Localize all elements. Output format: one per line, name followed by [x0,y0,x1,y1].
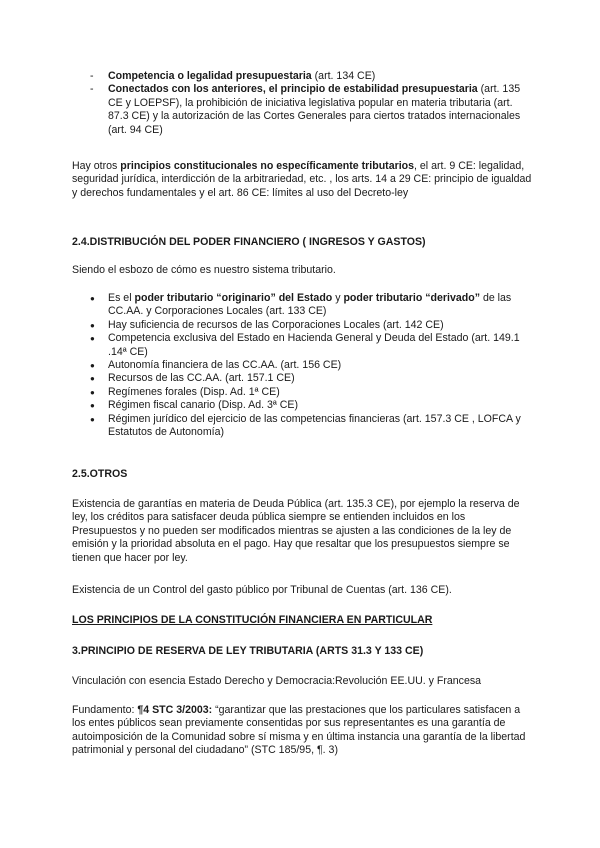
paragraph-fundamento: Fundamento: ¶4 STC 3/2003: “garantizar que las prestaciones que los particulares satisfacen a los entes públicos sean previamente consentidas por sus representantes es una garantía de autoimposición de la Comunidad sobre sí misma y en última instancia una garantía de la libertad patrimonial y personal del ciudadano” (STC 185/95, ¶. 3) [72,704,526,757]
list-item: ● Recursos de las CC.AA. (art. 157.1 CE) [90,372,295,385]
list-item: ● Es el poder tributario “originario” del Estado y poder tributario “derivado” de las CC.AA. y Corporaciones Locales (art. 133 CE) [90,292,512,318]
list-item: ● Régimen jurídico del ejercicio de las competencias financieras (art. 157.3 CE , LOFCA y Estatutos de Autonomía) [90,412,521,439]
paragraph-otros-principios: Hay otros principios constitucionales no específicamente tributarios, el art. 9 CE: legalidad, seguridad jurídica, interdicción de la arbitrariedad, etc. , los arts. 14 a 29 CE: principio de igualdad y derechos fundamentales y el art. 86 CE: límites al uso del Decreto-ley [72,160,532,199]
dash-marker: - [90,70,94,82]
list-item: ● Competencia exclusiva del Estado en Hacienda General y Deuda del Estado (art. 149.1 .14ª CE) [90,332,520,358]
bullet-icon: ● [90,374,95,384]
paragraph-deuda-publica: Existencia de garantías en materia de Deuda Pública (art. 135.3 CE), por ejemplo la reserva de ley, los créditos para satisfacer deuda pública siempre se entienden incluidos en los Presupuestos y no pueden ser modificados mientras se ajusten a las condiciones de la ley de emisión y la prioridad absoluta en el pago. Hay que resaltar que los presupuestos siempre se tienen que hacer por ley. [72,498,520,564]
dash-marker: - [90,83,94,96]
bullet-icon: ● [90,361,95,371]
list-item: ● Régimen fiscal canario (Disp. Ad. 3ª CE) [90,399,298,412]
paragraph-control-gasto: Existencia de un Control del gasto público por Tribunal de Cuentas (art. 136 CE). [72,584,452,596]
bullet-icon: ● [90,401,95,411]
paragraph-esbozo: Siendo el esbozo de cómo es nuestro sistema tributario. [72,264,336,276]
heading-2-4: 2.4.DISTRIBUCIÓN DEL PODER FINANCIERO ( INGRESOS Y GASTOS) [72,236,426,248]
principles-dash-list [90,70,530,137]
heading-2-5: 2.5.OTROS [72,468,128,480]
list-item: ● Autonomía financiera de las CC.AA. (art. 156 CE) [90,359,342,372]
paragraph-vinculacion: Vinculación con esencia Estado Derecho y Democracia:Revolución EE.UU. y Francesa [72,675,482,687]
bullet-icon: ● [90,387,95,397]
heading-principios-constitucion: LOS PRINCIPIOS DE LA CONSTITUCIÓN FINANCIERA EN PARTICULAR [72,614,433,626]
list-item: ● Hay suficiencia de recursos de las Corporaciones Locales (art. 142 CE) [90,318,444,331]
distribution-bullet-list [90,292,530,439]
bullet-icon: ● [90,320,95,330]
list-item: ● Regímenes forales (Disp. Ad. 1ª CE) [90,385,280,398]
item-bold: Competencia o legalidad presupuestaria [108,70,312,82]
bullet-icon: ● [90,334,95,344]
item-text: (art. 134 CE) [311,70,376,82]
item-bold: Conectados con los anteriores, el principio de estabilidad presupuestaria [108,83,478,96]
list-item [90,83,530,137]
bullet-icon: ● [90,414,95,424]
list-item [90,70,530,83]
heading-3-reserva-ley: 3.PRINCIPIO DE RESERVA DE LEY TRIBUTARIA (ARTS 31.3 Y 133 CE) [72,645,424,657]
item-text: (art. 135 CE y LOEPSF), la prohibición de iniciativa legislativa popular en materia tributaria (art. 87.3 CE) y la autorización de las Cortes Generales para ciertos tratados internacionales (art. 94 CE) [108,83,521,136]
bullet-icon: ● [90,294,95,303]
